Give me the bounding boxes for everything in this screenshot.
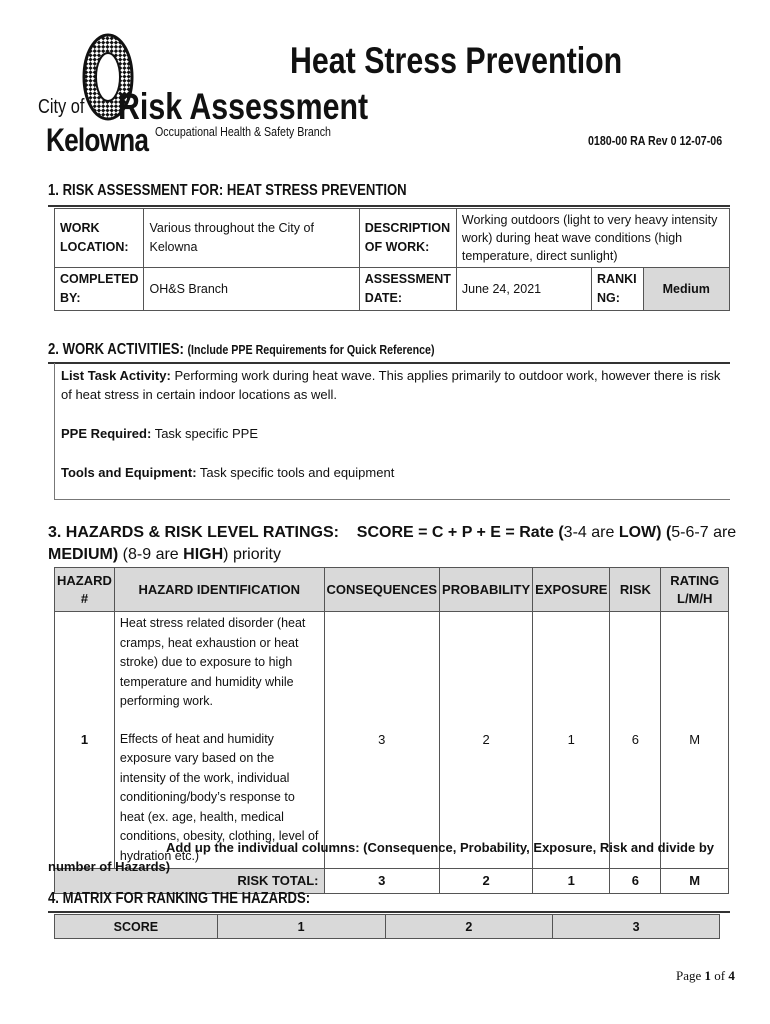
- section4-rule: [48, 911, 730, 913]
- description-label: DESCRIPTION OF WORK:: [359, 209, 456, 268]
- high-range: 8-9 are: [128, 546, 179, 563]
- totals-note: Add up the individual columns: (Consequence, Probability, Exposure, Risk and divide by number of Hazards): [48, 840, 715, 874]
- consequence-value: 3: [324, 612, 440, 869]
- work-location-label: WORK LOCATION:: [55, 209, 144, 268]
- exposure-value: 1: [533, 612, 610, 869]
- ppe-value: Task specific PPE: [154, 426, 259, 441]
- matrix-col-3: 3: [553, 915, 720, 939]
- col-consequences: CONSEQUENCES: [324, 568, 440, 612]
- completed-by-value: OH&S Branch: [144, 268, 359, 311]
- risk-total-label: RISK TOTAL:: [55, 869, 325, 894]
- ranking-matrix-table: [54, 914, 720, 939]
- page-title-line2: Risk Assessment: [118, 86, 369, 127]
- assessment-info-table: [54, 208, 730, 311]
- work-location-value: Various throughout the City of Kelowna: [144, 209, 359, 268]
- total-consequence: 3: [324, 869, 440, 894]
- priority-word: priority: [232, 546, 281, 563]
- section2-heading-note: (Include PPE Requirements for Quick Reference): [187, 342, 435, 357]
- table-row: [55, 612, 729, 869]
- col-risk: RISK: [610, 568, 661, 612]
- description-value: Working outdoors (light to very heavy intensity work) during heat wave conditions (high temperature, direct sunlight): [456, 209, 729, 268]
- total-probability: 2: [440, 869, 533, 894]
- logo-name-text: Kelowna: [46, 122, 149, 158]
- section4-heading: 4. MATRIX FOR RANKING THE HAZARDS:: [48, 890, 311, 907]
- total-rating: M: [661, 869, 729, 894]
- tools-label: Tools and Equipment:: [61, 465, 197, 480]
- ranking-label: RANKING:: [592, 268, 643, 311]
- col-exposure: EXPOSURE: [533, 568, 610, 612]
- low-range: 3-4 are: [563, 524, 615, 541]
- task-activity-label: List Task Activity:: [61, 368, 171, 383]
- total-risk: 6: [610, 869, 661, 894]
- hazard-identification-p2: Effects of heat and humidity exposure vary based on the intensity of the work, individual conditioning/body’s response to heat (ex. age, health, medical conditions, obesity, clothing, level of hydration etc.): [119, 731, 319, 863]
- branch-subtitle: Occupational Health & Safety Branch: [155, 124, 331, 139]
- page-number: Page 1 of 4: [676, 968, 735, 983]
- score-formula: SCORE = C + P + E = Rate: [356, 524, 554, 541]
- total-exposure: 1: [533, 869, 610, 894]
- section1-heading: 1. RISK ASSESSMENT FOR: HEAT STRESS PREVENTION: [48, 182, 407, 199]
- medium-word: MEDIUM: [48, 546, 113, 563]
- document-number: 0180-00 RA Rev 0 12-07-06: [588, 133, 723, 148]
- logo-city-text: City of: [38, 96, 85, 118]
- assessment-date-label: ASSESSMENT DATE:: [359, 268, 456, 311]
- rating-value: M: [661, 612, 729, 869]
- work-activities-box: [54, 363, 730, 500]
- matrix-col-score: SCORE: [55, 915, 218, 939]
- ranking-value: Medium: [643, 268, 729, 311]
- risk-value: 6: [610, 612, 661, 869]
- low-word: LOW: [618, 524, 657, 541]
- hazard-identification: [114, 612, 324, 869]
- high-word: HIGH: [183, 546, 224, 563]
- medium-range: 5-6-7 are: [671, 524, 737, 541]
- ppe-label: PPE Required:: [61, 426, 152, 441]
- probability-value: 2: [440, 612, 533, 869]
- section3-heading: 3. HAZARDS & RISK LEVEL RATINGS: SCORE = C + P + E = Rate (3-4 are LOW) (5-6-7 are MEDIUM) (8-9 are HIGH) priority: [48, 524, 737, 563]
- matrix-col-1: 1: [217, 915, 385, 939]
- task-activity-value: Performing work during heat wave. This applies primarily to outdoor work, however there is risk of heat stress in certain indoor locations as well.: [61, 368, 721, 402]
- tools-value: Task specific tools and equipment: [199, 465, 395, 480]
- hazard-identification-p1: Heat stress related disorder (heat cramps, heat exhaustion or heat stroke) due to exposure to high temperature and humidity while performing work.: [119, 616, 306, 708]
- section1-rule: [48, 205, 730, 207]
- assessment-date-value: June 24, 2021: [456, 268, 591, 311]
- col-probability: PROBABILITY: [440, 568, 533, 612]
- hazard-number: 1: [55, 612, 115, 869]
- col-hazard-number: HAZARD #: [55, 568, 115, 612]
- page-title: Heat Stress Prevention: [290, 40, 623, 81]
- col-rating: RATING L/M/H: [661, 568, 729, 612]
- section2-heading: 2. WORK ACTIVITIES: (Include PPE Requirements for Quick Reference): [48, 341, 435, 358]
- col-hazard-identification: HAZARD IDENTIFICATION: [114, 568, 324, 612]
- matrix-col-2: 2: [385, 915, 553, 939]
- completed-by-label: COMPLETED BY:: [55, 268, 144, 311]
